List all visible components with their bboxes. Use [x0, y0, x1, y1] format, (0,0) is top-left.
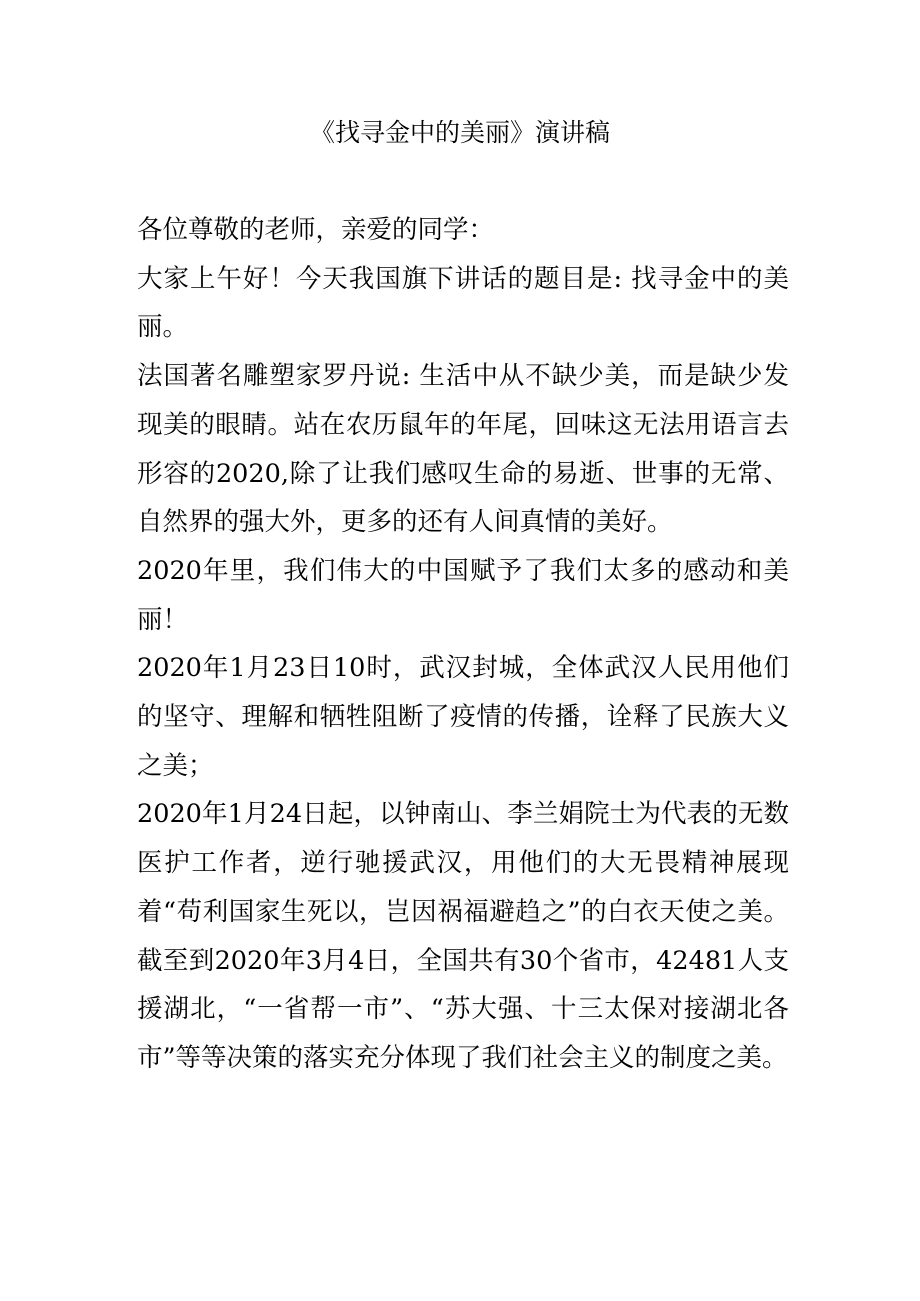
paragraph-rodin-quote: 法国著名雕塑家罗丹说: 生活中从不缺少美，而是缺少发现美的眼睛。站在农历鼠年的年尾，回味这无法用语言去形容的2020,除了让我们感叹生命的易逝、世事的无常、自然界的强大外，更多的还有人间真情的美好。 [137, 361, 789, 538]
paragraph-topic: 大家上午好！今天我国旗下讲话的题目是: 找寻金中的美丽。 [137, 263, 789, 343]
paragraph-medical-workers: 2020年1月24日起，以钟南山、李兰娟院士为代表的无数医护工作者，逆行驰援武汉，用他们的大无畏精神展现着“苟利国家生死以，岂因祸福避趋之”的白衣天使之美。截至到2020年3月4日，全国共有30个省市，42481人支援湖北，“一省帮一市”、“苏大强、十三太保对接湖北各市”等等决策的落实充分体现了我们社会主义的制度之美。 [137, 799, 789, 1073]
paragraph-greeting: 各位尊敬的老师，亲爱的同学： [137, 215, 495, 245]
document-title: 《找寻金中的美丽》演讲稿 [309, 118, 610, 147]
paragraph-wuhan-lockdown: 2020年1月23日10时，武汉封城，全体武汉人民用他们的坚守、理解和牺牲阻断了疫情的传播，诠释了民族大义之美； [137, 653, 789, 781]
paragraph-china-2020: 2020年里，我们伟大的中国赋予了我们太多的感动和美丽！ [137, 555, 789, 635]
document-body [137, 206, 789, 1083]
